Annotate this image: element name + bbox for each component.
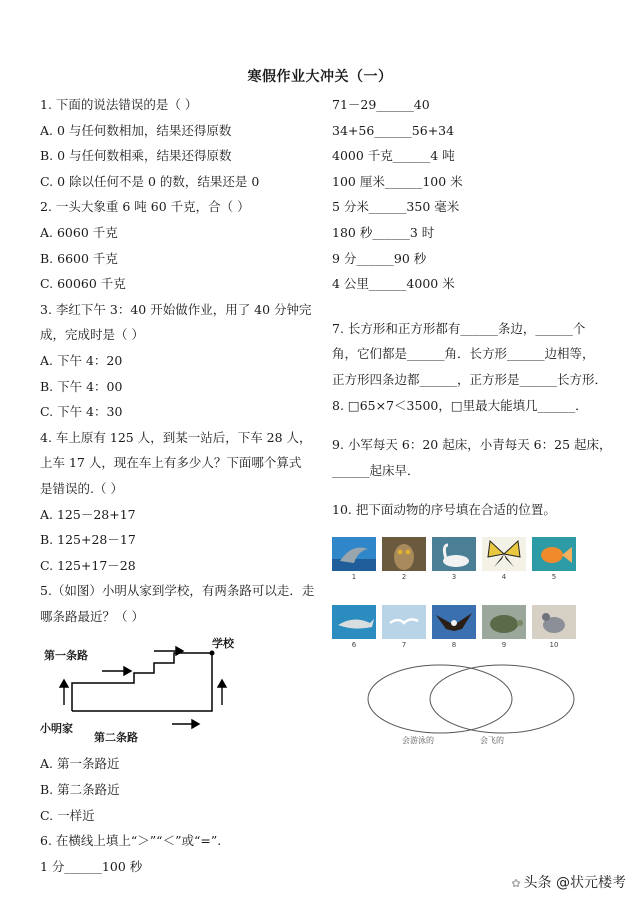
owl-image <box>382 537 426 571</box>
question-3-line-1: 3. 李红下午 3：40 开始做作业，用了 40 分钟完 <box>40 301 312 317</box>
venn-circles <box>360 661 580 751</box>
q2-option-b: B. 6600 千克 <box>40 250 118 266</box>
watermark-text: 头条 @状元楼考 <box>523 875 626 891</box>
swan-image <box>432 537 476 571</box>
venn-label-fly: 会飞的 <box>480 735 504 745</box>
question-4-line-3: 是错误的.（ ） <box>40 480 123 496</box>
q6-item-8: 9 分______90 秒 <box>332 250 427 266</box>
q3-option-a: A. 下午 4：20 <box>40 352 123 368</box>
q1-option-c: C. 0 除以任何不是 0 的数，结果还是 0 <box>40 173 260 189</box>
animal-number: 7 <box>401 640 407 649</box>
animal-item <box>332 537 376 583</box>
q4-option-c: C. 125+17－28 <box>40 557 136 573</box>
animal-item <box>432 537 476 583</box>
turtle-image <box>482 605 526 639</box>
q6-item-5: 100 厘米______100 米 <box>332 173 463 189</box>
animal-item <box>532 537 576 583</box>
question-7-line-1: 7. 长方形和正方形都有______条边，______个 <box>332 320 586 336</box>
q6-item-4: 4000 千克______4 吨 <box>332 148 455 164</box>
seagull-image <box>382 605 426 639</box>
q4-option-a: A. 125－28+17 <box>40 506 136 522</box>
q5-option-b: B. 第二条路近 <box>40 782 120 798</box>
question-9-line-2: ______起床早． <box>332 462 420 478</box>
route-1-label: 第一条路 <box>44 649 88 663</box>
watermark-icon: ✿ <box>511 877 521 890</box>
pigeon-image <box>532 605 576 639</box>
q2-option-a: A. 6060 千克 <box>40 224 118 240</box>
animal-item <box>432 605 476 651</box>
animal-number: 6 <box>351 640 357 649</box>
q6-item-6: 5 分米______350 毫米 <box>332 199 460 215</box>
home-label: 小明家 <box>40 722 73 736</box>
q2-option-c: C. 60060 千克 <box>40 276 126 292</box>
animal-item <box>382 537 426 583</box>
q3-option-b: B. 下午 4：00 <box>40 378 123 394</box>
eagle-image <box>432 605 476 639</box>
q5-option-c: C. 一样近 <box>40 807 95 823</box>
question-1: 1. 下面的说法错误的是（ ） <box>40 97 198 112</box>
left-column <box>40 92 325 879</box>
q6-item-9: 4 公里______4000 米 <box>332 276 455 292</box>
route-2-label: 第二条路 <box>94 731 138 745</box>
q4-option-b: B. 125+28－17 <box>40 532 136 548</box>
animal-item <box>532 605 576 651</box>
animal-row-2 <box>332 605 617 651</box>
animal-item <box>482 605 526 651</box>
butterfly-image <box>482 537 526 571</box>
animal-item <box>482 537 526 583</box>
venn-diagram <box>360 661 580 751</box>
animal-item <box>332 605 376 651</box>
question-7-line-3: 正方形四条边都______，正方形是______长方形． <box>332 371 608 387</box>
question-9-line-1: 9. 小军每天 6：20 起床，小青每天 6：25 起床， <box>332 437 612 453</box>
animal-number: 4 <box>501 572 507 581</box>
animal-number: 5 <box>551 572 557 581</box>
q6-item-7: 180 秒______3 时 <box>332 224 435 240</box>
question-8: 8. □65×7＜3500，□里最大能填几______． <box>332 397 588 413</box>
right-column <box>332 92 617 751</box>
question-3-line-2: 成，完成时是（ ） <box>40 327 144 343</box>
question-4-line-2: 上车 17 人，现在车上有多少人？下面哪个算式 <box>40 455 302 471</box>
spacer <box>332 483 617 497</box>
question-7-line-2: 角，它们都是______角．长方形______边相等， <box>332 346 595 362</box>
spacer <box>332 418 617 432</box>
question-6: 6. 在横线上填上“＞”“＜”或“=”. <box>40 833 222 849</box>
school-label: 学校 <box>212 637 234 651</box>
question-10: 10. 把下面动物的序号填在合适的位置。 <box>332 502 556 518</box>
dolphin-image <box>332 537 376 571</box>
q6-item-2: 71－29______40 <box>332 97 430 112</box>
question-5-line-2: 哪条路最近？（ ） <box>40 608 144 624</box>
animal-number: 1 <box>351 572 357 581</box>
animal-number: 3 <box>451 572 457 581</box>
question-4-line-1: 4. 车上原有 125 人，到某一站后，下车 28 人， <box>40 429 312 445</box>
spacer <box>332 297 617 316</box>
animal-row-1 <box>332 537 617 583</box>
question-2: 2. 一头大象重 6 吨 60 千克，合（ ） <box>40 199 250 215</box>
q5-option-a: A. 第一条路近 <box>40 756 120 772</box>
venn-label-swim: 会游泳的 <box>402 735 434 745</box>
q3-option-c: C. 下午 4：30 <box>40 404 123 420</box>
q6-item-3: 34+56______56+34 <box>332 122 455 138</box>
route-diagram <box>40 635 240 747</box>
animal-item <box>382 605 426 651</box>
q1-option-a: A. 0 与任何数相加，结果还得原数 <box>40 122 232 138</box>
watermark <box>511 872 626 892</box>
q1-option-b: B. 0 与任何数相乘，结果还得原数 <box>40 148 232 164</box>
animal-number: 10 <box>549 640 559 649</box>
animal-number: 9 <box>501 640 507 649</box>
animal-number: 2 <box>401 572 407 581</box>
shark-image <box>332 605 376 639</box>
q6-item-1: 1 分______100 秒 <box>40 858 143 874</box>
question-5-line-1: 5.（如图）小明从家到学校，有两条路可以走．走 <box>40 583 315 599</box>
goldfish-image <box>532 537 576 571</box>
animal-number: 8 <box>451 640 457 649</box>
page-title: 寒假作业大冲关（一） <box>247 69 393 85</box>
